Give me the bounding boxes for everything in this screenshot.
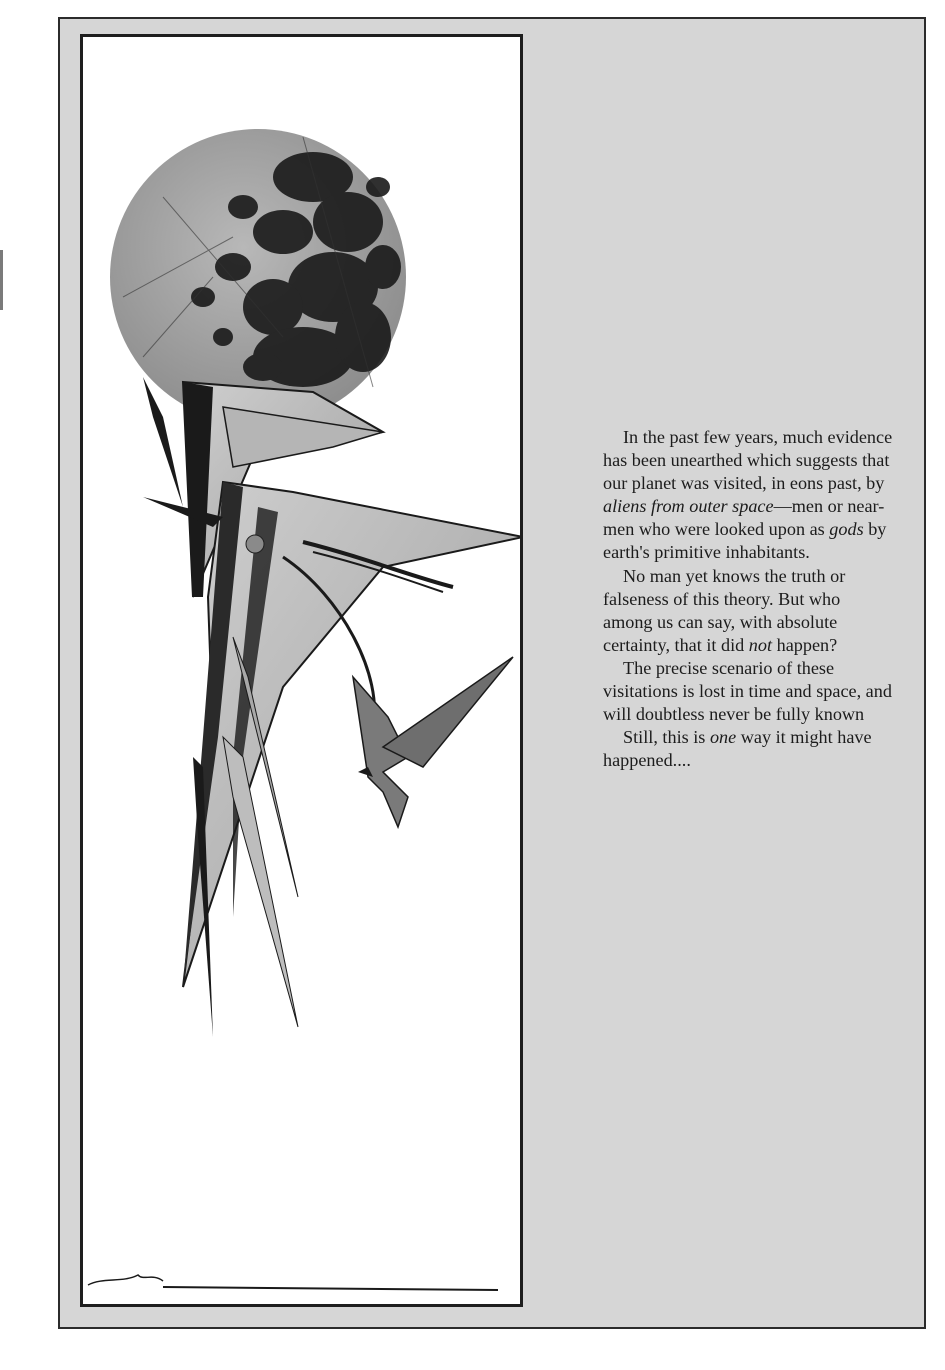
intro-p4-text-b: way it might have happened.... <box>603 727 872 771</box>
intro-p2-text-b: happen? <box>772 634 838 655</box>
intro-text <box>603 426 893 772</box>
illustration-panel <box>80 34 523 1307</box>
intro-p1-text-c: by earth's primitive inhabitants. <box>603 519 887 563</box>
intro-paragraph-1 <box>603 426 893 565</box>
intro-p1-text-b: —men or near-men who were looked upon as <box>603 496 885 540</box>
illustration-svg <box>83 37 520 1304</box>
intro-paragraph-2 <box>603 565 893 657</box>
artist-signature <box>88 1275 498 1290</box>
intro-p2-text-a: No man yet knows the truth or falseness of this theory. But who among us can say, with absolute certainty, that it did <box>603 565 846 655</box>
intro-p1-emphasis-aliens: aliens from outer space <box>603 496 774 517</box>
intro-p2-emphasis-not: not <box>748 634 773 655</box>
intro-paragraph-4 <box>603 726 893 772</box>
intro-p4-text-a: Still, this is <box>623 727 710 748</box>
intro-paragraph-3 <box>603 657 893 726</box>
moon-graphic <box>110 129 406 425</box>
scan-edge-mark <box>0 250 3 310</box>
intro-p4-emphasis-one: one <box>709 727 737 748</box>
spacecraft-graphic <box>143 377 520 1037</box>
intro-p3-text-a: The precise scenario of these visitations is lost in time and space, and will doubtless never be fully known <box>603 657 892 725</box>
intro-p1-emphasis-gods: gods <box>829 519 864 540</box>
intro-p1-text-a: In the past few years, much evidence has been unearthed which suggests that our planet was visited, in eons past, by <box>603 427 893 494</box>
